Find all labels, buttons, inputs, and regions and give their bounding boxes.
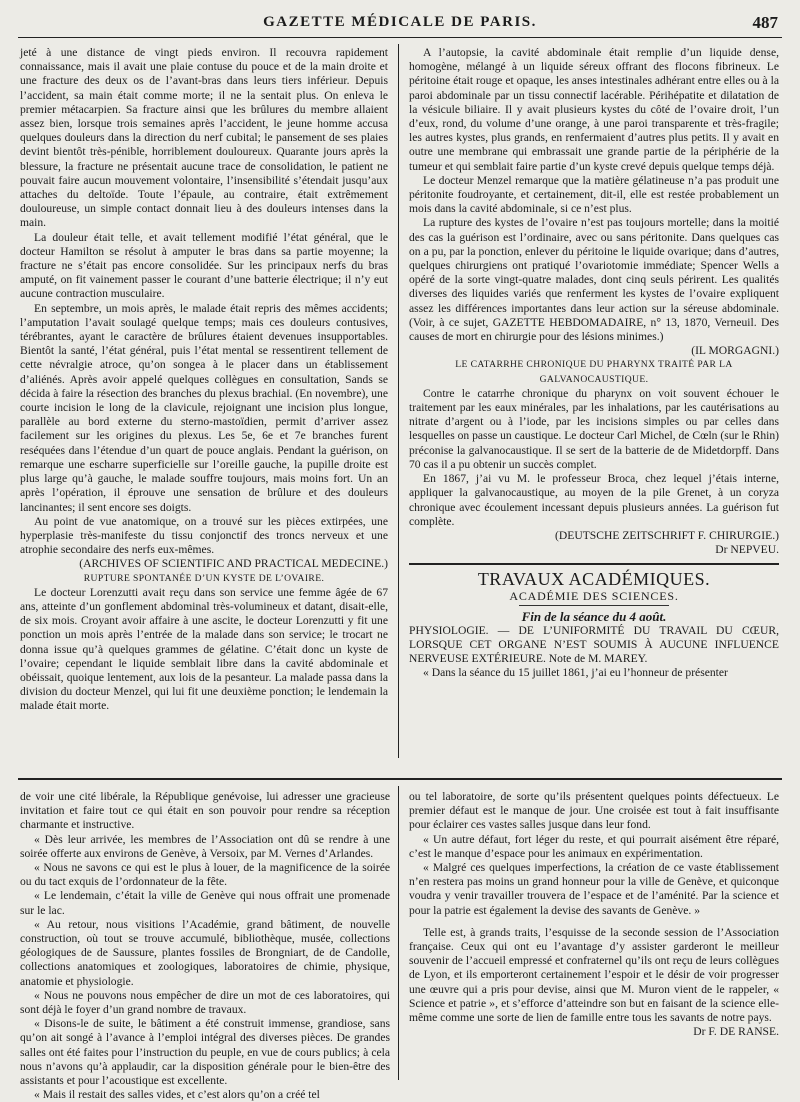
paragraph: « Un autre défaut, fort léger du reste, et qui pourrait aisément être réparé, c’est le manque d’espace pour les animaux en expérimentation. xyxy=(409,832,779,860)
column-divider xyxy=(398,44,399,758)
paragraph: « Malgré ces quelques imperfections, la création de ce vaste établissement n’en restera pas moins un grand honneur pour la ville de Genève, et quiconque voudra y venir travailler trouvera de l’espace et de l’aménité. Par la science et pour la patrie est également la devise des savants de Genève. » xyxy=(409,861,779,917)
article-heading: LE CATARRHE CHRONIQUE DU PHARYNX TRAITÉ PAR LA GALVANOCAUSTIQUE. xyxy=(455,359,733,385)
paragraph: « Disons-le de suite, le bâtiment a été construit immense, grandiose, sans qu’on ait songé à l’avance à l’emploi intégral des diverses pièces. De grandes salles ont été faites pour l’instruction du peuple, en vue de cours publics; à cela nous n’avons qu’à applaudir, car la disposition générale pour le bien-être des assistants et pour l’acoustique est excellente. xyxy=(20,1017,390,1088)
source-citation: (IL MORGAGNI.) xyxy=(691,344,779,358)
session-title: Fin de la séance du 4 août. xyxy=(521,608,667,624)
paragraph: La douleur était telle, et avait tellement modifié l’état général, que le docteur Hamilton se résolut à amputer le bras dans sa partie moyenne; la fracture ne s’était pas encore consolidée. Sur les principaux nerfs du bras amputé, on fit vainement passer le courant d’une batterie électrique; il n’y eut aucune contraction musculaire. xyxy=(20,230,388,301)
column-divider xyxy=(398,786,399,1080)
lower-right-column xyxy=(409,790,779,1080)
paragraph: « Au retour, nous visitions l’Académie, grand bâtiment, de nouvelle construction, où tout se trouve accumulé, bibliothèque, musée, collections géologiques de de Saussure, plantes fossiles de Brongniart, de de Candolle, collections anatomiques et zoologiques, laboratoires de chimie, physique, anatomie et physiologie. xyxy=(20,917,390,988)
paragraph: « Mais il restait des salles vides, et c’est alors qu’on a créé tel xyxy=(34,1088,320,1102)
paragraph: Telle est, à grands traits, l’esquisse de la seconde session de l’Association française. Ceux qui ont eu l’avantage d’y assister garderont le meilleur souvenir de l’accueil empressé et confraternel qu’ils ont reçu de leurs collègues de Lyon, et ils emporteront certainement l’espoir et le désir de voir progresser une œuvre qui a pris pour devise, ainsi que M. Muron vient de le rappeler, « Science et patrie », et s’efforce d’atteindre son but en faisant de la science elle-même comme une sorte de lien de famille entre tous les savants de notre pays. xyxy=(409,925,779,1025)
paragraph: « Dès leur arrivée, les membres de l’Association ont dû se rendre à une soirée offerte aux environs de Genève, à Versoix, par M. Vernes d’Arlandes. xyxy=(20,832,390,860)
upper-right-column xyxy=(409,46,779,758)
paragraph: La rupture des kystes de l’ovaire n’est pas toujours mortelle; dans la moitié des cas la guérison est l’ordinaire, avec ou sans péritonite. Dans quelques cas on a pu, par la ponction, enlever du péritoine le liquide ovarique; dans d’autres, quelques chirurgiens ont pratiqué l’ovariotomie immédiate; Spencer Wells a opéré de la sorte vingt-quatre malades, dont cinq seuls périrent. Les qualités diverses des liquides variés que renferment les kystes de l’ovaire expliquent assez les différences importantes dans leur action sur la séreuse abdominale. (Voir, à ce sujet, GAZETTE HEBDOMADAIRE, n° 13, 1870, Verneuil. Des causes de mort en chirurgie pour des lésions minimes.) xyxy=(409,216,779,344)
page-header xyxy=(18,14,782,36)
paragraph: « Dans la séance du 15 juillet 1861, j’ai eu l’honneur de présenter xyxy=(423,666,728,680)
upper-left-column xyxy=(20,46,388,758)
paragraph: jeté à une distance de vingt pieds environ. Il recouvra rapidement connaissance, mais il avait une plaie contuse du pouce et de la main droite et une fracture des deux os de l’avant-bras dans leurs tiers inférieur. Depuis l’accident, sa main était comme morte; il ne la sentait plus. On enleva le premier métacarpien. Sa fracture ainsi que les brûlures du membre allaient assez bien, lorsque trois semaines après l’accident, le jeune homme accusa quelques douleurs dans la direction du nerf cubital; le pansement de ses plaies devint bientôt très-pénible, horriblement douloureux. Quarante jours après la blessure, la fracture ne présentait aucune trace de consolidation, le patient ne pouvait faire aucun mouvement volontaire, l’insensibilité s’étendait jusqu’aux attaches du deltoïde. Toute l’épaule, au contraire, était extrêmement douloureuse, un simple contact donnait lieu à des douleurs intenses dans la main. xyxy=(20,46,388,230)
page-number: 487 xyxy=(752,13,778,32)
academy-rule xyxy=(519,605,669,606)
paragraph: « Nous ne savons ce qui est le plus à louer, de la magnificence de la soirée ou du tact exquis de l’ordonnateur de la fête. xyxy=(20,861,390,889)
journal-title: GAZETTE MÉDICALE DE PARIS. xyxy=(263,14,537,30)
section-separator xyxy=(18,778,782,780)
article-heading: RUPTURE SPONTANÉE D’UN KYSTE DE L’OVAIRE. xyxy=(83,572,325,584)
paragraph: Le docteur Lorenzutti avait reçu dans son service une femme âgée de 67 ans, atteinte d’un gonflement abdominal très-volumineux et datant, disait-elle, de six mois. Croyant avoir affaire à une ascite, le docteur Lorenzutti y fit une ponction un mois après l’entrée de la malade dans son service; le trocart ne donna issue qu’à quelques grammes de gélatine. C’était donc un kyste de l’ovaire; cependant le liquide semblait libre dans la cavité abdominale et obéissait, quoique lentement, aux lois de la pesanteur. La malade passa dans la division du docteur Menzel, qui lui fit une deuxième ponction; le lendemain la malade était morte. xyxy=(20,585,388,713)
paragraph: Le docteur Menzel remarque que la matière gélatineuse n’a pas produit une péritonite foudroyante, et certainement, dit-il, elle est restée probablement un mois dans la cavité abdominale, si ce n’est plus. xyxy=(409,173,779,216)
paragraph: En 1867, j’ai vu M. le professeur Broca, chez lequel j’étais interne, appliquer la galvanocaustique, au moyen de la pile Grenet, à un coryza chronique avec écoulement incessant depuis plusieurs années. La guérison fut complète. xyxy=(409,472,779,528)
paragraph: « Nous ne pouvons nous empêcher de dire un mot de ces laboratoires, qui sont déjà le foyer d’un grand nombre de travaux. xyxy=(20,988,390,1017)
source-citation: (ARCHIVES OF SCIENTIFIC AND PRACTICAL MEDECINE.) xyxy=(79,557,388,571)
header-rule xyxy=(18,37,782,38)
source-citation: (DEUTSCHE ZEITSCHRIFT F. CHIRURGIE.) xyxy=(555,528,779,542)
author-signature: Dr F. DE RANSE. xyxy=(693,1025,779,1039)
paragraph: Contre le catarrhe chronique du pharynx on voit souvent échouer le traitement par les eaux minérales, par les inhalations, par les cautérisations au nitrate d’argent ou à l’iode, par les incisions simples ou par celles dans lesquelles on passe un caustique. Le docteur Carl Michel, de Cœln (sur le Rhin) préconise la galvanocaustique. Il se sert de la batterie de de Midetdorpff. Dans 70 cas il a pu obtenir un succès complet. xyxy=(409,386,779,471)
paragraph: ou tel laboratoire, de sorte qu’ils présentent quelques points défectueux. Le premier défaut est le manque de jour. Une croisée est tout à fait insuffisante pour éclairer ces vastes salles jusque dans leur fond. xyxy=(409,790,779,832)
section-rule xyxy=(409,563,779,565)
paragraph: de voir une cité libérale, la République genévoise, lui adresser une gracieuse invitation et faire tout ce qui était en son pouvoir pour rendre sa réception charmante et instructive. xyxy=(20,790,390,832)
paragraph: PHYSIOLOGIE. — DE L’UNIFORMITÉ DU TRAVAIL DU CŒUR, LORSQUE CET ORGANE N’EST SOUMIS À AUCUNE INFLUENCE NERVEUSE EXTÉRIEURE. Note de M. MAREY. xyxy=(409,623,779,666)
paragraph: « Le lendemain, c’était la ville de Genève qui nous offrait une promenade sur le lac. xyxy=(20,889,390,917)
section-title: TRAVAUX ACADÉMIQUES. xyxy=(477,569,711,590)
author-signature: Dr NEPVEU. xyxy=(715,543,779,557)
lower-left-column xyxy=(20,790,390,1102)
paragraph: En septembre, un mois après, le malade était repris des mêmes accidents; l’amputation l’avait soulagé quelque temps; mais ces douleurs contusives, térébrantes, ayant le caractère de brûlures étaient devenues insupportables. Bientôt la santé, l’état général, puis l’état mental se ressentirent tellement de cette névralgie atroce, qu’on songea à le placer dans un établissement d’aliénés. Après avoir appelé quelques collègues en consultation, Sands se décida à faire la résection des branches du plexus brachial. (En novembre), une courte incision le long de la clavicule, rejoignant une incision plus longue, parallèle au bord externe du sterno-mastoïdien, permit d’arriver assez facilement sur les origines du plexus. Les 5e, 6e et 7e branches furent reséquées dans l’étendue d’un quart de pouce anglais. Pendant la guérison, on remarque une escharre superficielle sur l’oreille gauche, la pupille droite est plus large qu’à gauche, le malade souffre toujours, mais moins fort. Un an après l’opération, il éprouve une sensation de brûlure et des douleurs lancinantes; il sent encore ses doigts. xyxy=(20,301,388,514)
academy-name: ACADÉMIE DES SCIENCES. xyxy=(509,589,679,604)
paragraph: A l’autopsie, la cavité abdominale était remplie d’un liquide dense, homogène, mélangé à un liquide séreux offrant des flocons fibrineux. Le péritoine était rouge et opaque, les anses intestinales adhérant entre elles ou à la paroi abdominale par un tissu connectif lacérable. Périhépatite et dilatation de la vésicule biliaire. Il y avait plusieurs kystes du côté de l’ovaire droit, l’un d’eux, rond, du volume d’une orange, à une paroi transparente et très-fragile; les autres kystes, plus grands, en renfermaient d’autres plus petits. Il y avait en outre une membrane qui embrassait une grande partie de la périphérie de la tumeur et qui semblait faire partie d’un kyste crevé depuis quelque temps déjà. xyxy=(409,46,779,173)
paragraph: Au point de vue anatomique, on a trouvé sur les pièces extirpées, une hyperplasie très-manifeste du tissu conjonctif des troncs nerveux et une atrophie secondaire des nerfs eux-mêmes. xyxy=(20,514,388,557)
